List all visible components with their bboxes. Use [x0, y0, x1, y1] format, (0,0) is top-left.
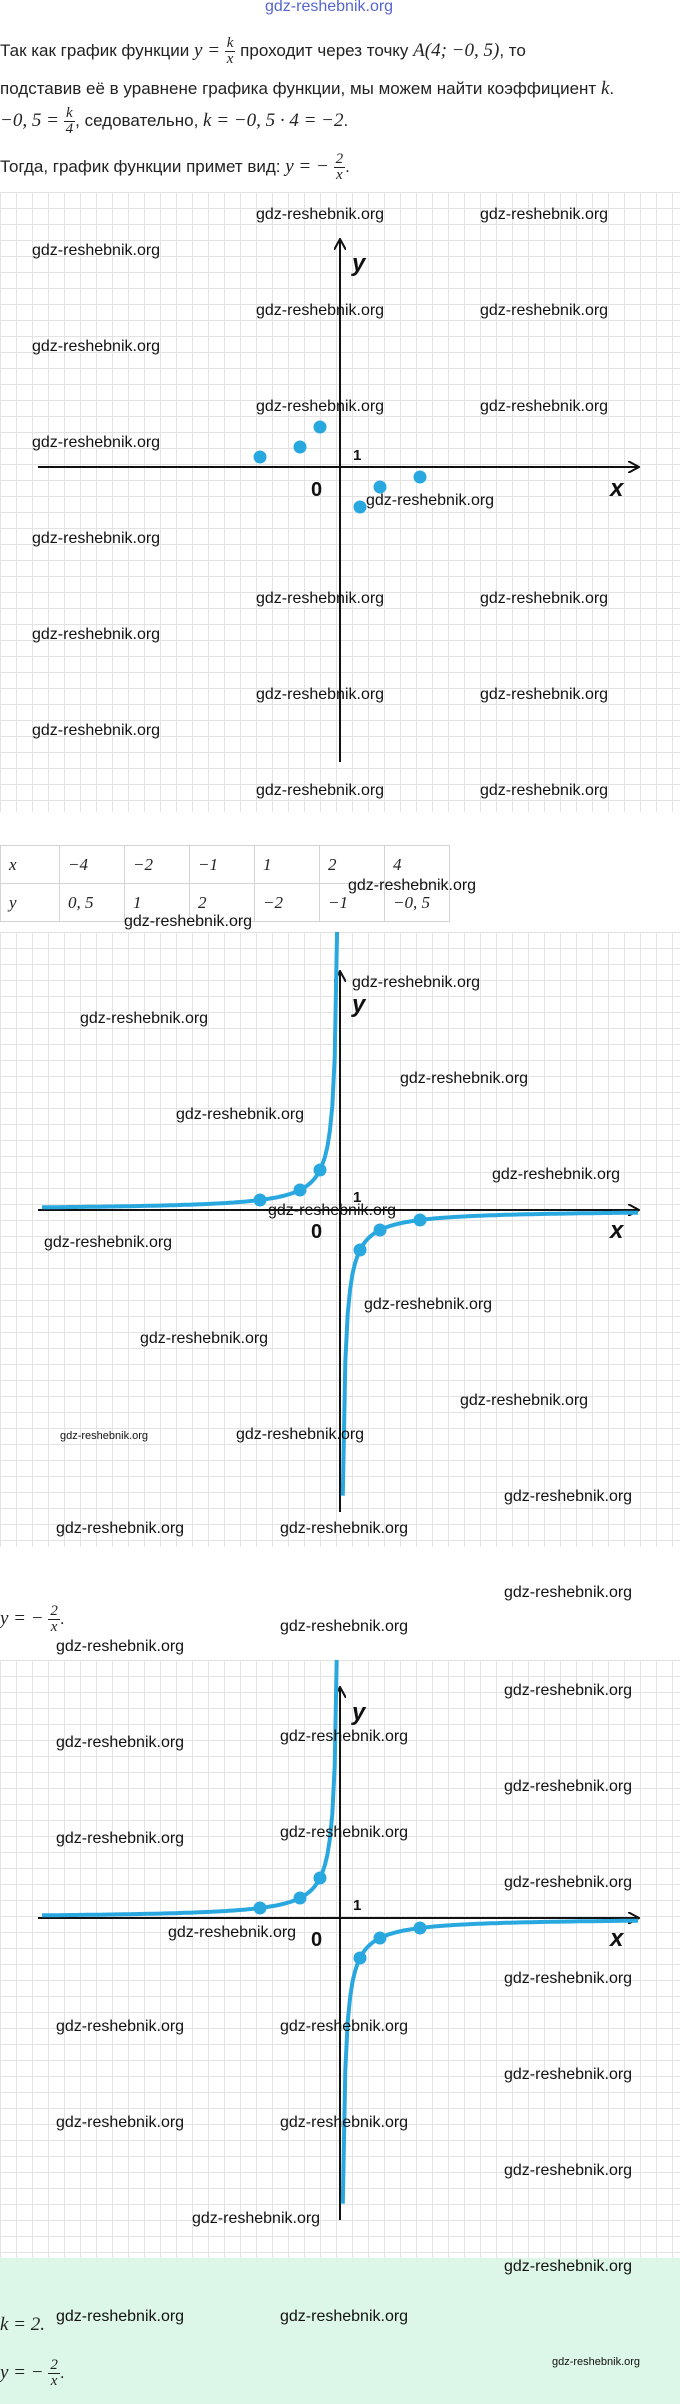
watermark: gdz-reshebnik.org: [280, 1728, 409, 1745]
intro-fraction: [225, 36, 236, 67]
watermark: gdz-reshebnik.org: [460, 1392, 589, 1409]
watermark: gdz-reshebnik.org: [504, 1874, 633, 1891]
watermark: gdz-reshebnik.org: [400, 1070, 529, 1087]
watermark: gdz-reshebnik.org: [56, 2114, 185, 2131]
watermark: gdz-reshebnik.org: [480, 302, 609, 319]
data-point: [314, 1164, 327, 1177]
watermark: gdz-reshebnik.org: [124, 913, 253, 930]
data-point: [354, 1244, 367, 1257]
watermark: gdz-reshebnik.org: [280, 2018, 409, 2035]
watermark: gdz-reshebnik.org: [366, 492, 495, 509]
watermark: gdz-reshebnik.org: [56, 2308, 185, 2325]
fraction-denominator: 4: [65, 121, 74, 138]
fraction-numerator: 2: [50, 1603, 58, 1620]
watermark: gdz-reshebnik.org: [56, 1638, 185, 1655]
data-point: [414, 471, 427, 484]
watermark: gdz-reshebnik.org: [60, 1430, 149, 1442]
middle-formula-fraction: [48, 1604, 60, 1635]
watermark: gdz-reshebnik.org: [268, 1202, 397, 1219]
unit-label: 1: [353, 1189, 362, 1206]
watermark: gdz-reshebnik.org: [480, 590, 609, 607]
origin-label: 0: [311, 1221, 323, 1243]
table-cell: −1: [320, 884, 385, 922]
fraction-numerator: k: [66, 105, 73, 122]
watermark: gdz-reshebnik.org: [56, 1734, 185, 1751]
watermark: gdz-reshebnik.org: [192, 2210, 321, 2227]
intro-y-eq: y =: [194, 40, 221, 61]
watermark: gdz-reshebnik.org: [236, 1426, 365, 1443]
fraction-denominator: x: [334, 167, 346, 183]
site-watermark-top: gdz-reshebnik.org: [265, 0, 394, 15]
graph-points-svg: [0, 192, 680, 812]
intro-line-2: [0, 78, 614, 100]
middle-formula-dot: .: [59, 1609, 65, 1628]
watermark: gdz-reshebnik.org: [504, 1584, 633, 1601]
watermark: gdz-reshebnik.org: [56, 2018, 185, 2035]
data-point: [254, 451, 267, 464]
intro-lhs: −0, 5 =: [0, 110, 59, 131]
answer-k-value: k = 2.: [0, 2314, 46, 2335]
watermark: gdz-reshebnik.org: [256, 590, 385, 607]
watermark: gdz-reshebnik.org: [480, 398, 609, 415]
intro-k-over-4: [64, 106, 76, 137]
intro-k: k: [600, 78, 610, 99]
fraction-numerator: 2: [335, 151, 344, 168]
data-point: [414, 1214, 427, 1227]
data-point: [254, 1902, 267, 1915]
intro-line-3-text: , седовательно,: [75, 111, 199, 130]
data-point: [414, 1922, 427, 1935]
table-cell: 1: [255, 846, 320, 884]
data-point: [374, 1224, 387, 1237]
watermark: gdz-reshebnik.org: [280, 1618, 409, 1635]
origin-label: 0: [311, 1929, 323, 1951]
watermark: gdz-reshebnik.org: [480, 782, 609, 799]
watermark: gdz-reshebnik.org: [32, 626, 161, 643]
watermark: gdz-reshebnik.org: [504, 1682, 633, 1699]
table-cell: 2: [320, 846, 385, 884]
watermark: gdz-reshebnik.org: [552, 2356, 641, 2368]
intro-line-4: [0, 144, 350, 190]
data-point: [294, 1184, 307, 1197]
watermark: gdz-reshebnik.org: [256, 206, 385, 223]
watermark: gdz-reshebnik.org: [256, 302, 385, 319]
answer-block: [0, 2258, 680, 2404]
watermark: gdz-reshebnik.org: [280, 2114, 409, 2131]
fraction-denominator: x: [48, 2373, 60, 2389]
intro-final-eq: y = −: [285, 156, 329, 177]
curve-branch-left: [42, 932, 337, 1207]
watermark: gdz-reshebnik.org: [32, 434, 161, 451]
watermark: gdz-reshebnik.org: [168, 1924, 297, 1941]
watermark: gdz-reshebnik.org: [44, 1234, 173, 1251]
watermark: gdz-reshebnik.org: [280, 1824, 409, 1841]
unit-label: 1: [353, 1897, 362, 1914]
data-point: [314, 421, 327, 434]
answer-fraction: [48, 2358, 60, 2389]
answer-k: [0, 2310, 45, 2340]
table-cell: −2: [255, 884, 320, 922]
watermark: gdz-reshebnik.org: [176, 1106, 305, 1123]
intro-text-c: , то: [499, 41, 526, 60]
data-point: [354, 1952, 367, 1965]
watermark: gdz-reshebnik.org: [504, 2162, 633, 2179]
intro-line-3-dot: .: [343, 111, 349, 130]
watermark: gdz-reshebnik.org: [32, 338, 161, 355]
intro-text-a: Так как график функции: [0, 41, 190, 60]
table-cell: −2: [125, 846, 190, 884]
watermark: gdz-reshebnik.org: [256, 686, 385, 703]
middle-formula-eq: y = −: [0, 1608, 44, 1629]
x-axis-label: x: [610, 1217, 624, 1244]
curve-branch-left: [42, 1660, 337, 1915]
data-point: [314, 1872, 327, 1885]
y-axis-label: y: [352, 1699, 366, 1726]
table-cell: 1: [125, 884, 190, 922]
fraction-denominator: x: [48, 1619, 60, 1635]
answer-function: [0, 2350, 65, 2396]
watermark: gdz-reshebnik.org: [352, 974, 481, 991]
watermark: gdz-reshebnik.org: [256, 782, 385, 799]
watermark: gdz-reshebnik.org: [32, 722, 161, 739]
table-cell: −0, 5: [385, 884, 450, 922]
data-point: [294, 441, 307, 454]
table-cell: −4: [60, 846, 125, 884]
intro-line-2-dot: .: [609, 79, 615, 98]
watermark: gdz-reshebnik.org: [280, 1520, 409, 1537]
watermark: gdz-reshebnik.org: [280, 2308, 409, 2325]
data-point: [254, 1194, 267, 1207]
watermark: gdz-reshebnik.org: [364, 1296, 493, 1313]
table-cell: −1: [190, 846, 255, 884]
fraction-numerator: k: [226, 35, 234, 52]
y-axis-label: y: [352, 991, 366, 1018]
watermark: gdz-reshebnik.org: [480, 206, 609, 223]
table-header-y: y: [1, 884, 60, 922]
watermark: gdz-reshebnik.org: [504, 1970, 633, 1987]
watermark: gdz-reshebnik.org: [32, 530, 161, 547]
watermark: gdz-reshebnik.org: [140, 1330, 269, 1347]
unit-label: 1: [353, 447, 362, 464]
table-header-x: x: [1, 846, 60, 884]
watermark: gdz-reshebnik.org: [256, 398, 385, 415]
origin-label: 0: [311, 479, 323, 501]
watermark: gdz-reshebnik.org: [32, 242, 161, 259]
intro-line-4-text: Тогда, график функции примет вид:: [0, 157, 281, 176]
graph-points: [0, 192, 680, 812]
data-point: [294, 1892, 307, 1905]
x-axis-label: x: [610, 475, 624, 502]
watermark: gdz-reshebnik.org: [56, 1520, 185, 1537]
watermark: gdz-reshebnik.org: [348, 877, 477, 894]
middle-formula: [0, 1596, 65, 1642]
table-cell: 4: [385, 846, 450, 884]
intro-k-result: k = −0, 5 · 4 = −2: [203, 110, 344, 131]
graph-curve-final: [0, 1618, 680, 2258]
intro-line-1: [0, 26, 526, 76]
watermark: gdz-reshebnik.org: [504, 1778, 633, 1795]
intro-line-4-dot: .: [345, 157, 350, 176]
watermark: gdz-reshebnik.org: [504, 2258, 633, 2275]
watermark: gdz-reshebnik.org: [56, 1830, 185, 1847]
intro-line-2-text: подставив её в уравнене графика функции, мы можем найти коэффициент: [0, 79, 597, 98]
graph-curve: [0, 932, 680, 1547]
table-cell: 0, 5: [60, 884, 125, 922]
intro-final-fraction: [334, 152, 346, 183]
intro-point: A(4; −0, 5): [413, 40, 500, 61]
data-point: [354, 501, 367, 514]
y-axis-label: y: [352, 250, 366, 277]
table-cell: 2: [190, 884, 255, 922]
intro-text-b: проходит через точку: [240, 41, 409, 60]
watermark: gdz-reshebnik.org: [504, 2066, 633, 2083]
data-point: [374, 1932, 387, 1945]
x-axis-label: x: [610, 1925, 624, 1952]
watermark: gdz-reshebnik.org: [492, 1166, 621, 1183]
answer-y-eq: y = −: [0, 2362, 44, 2383]
fraction-numerator: 2: [50, 2357, 58, 2374]
watermark: gdz-reshebnik.org: [80, 1010, 209, 1027]
watermark: gdz-reshebnik.org: [480, 686, 609, 703]
answer-dot: .: [59, 2363, 65, 2382]
curve-branch-right: [343, 1213, 638, 1496]
intro-line-3: [0, 98, 348, 144]
fraction-denominator: x: [226, 51, 234, 68]
watermark: gdz-reshebnik.org: [504, 1488, 633, 1505]
